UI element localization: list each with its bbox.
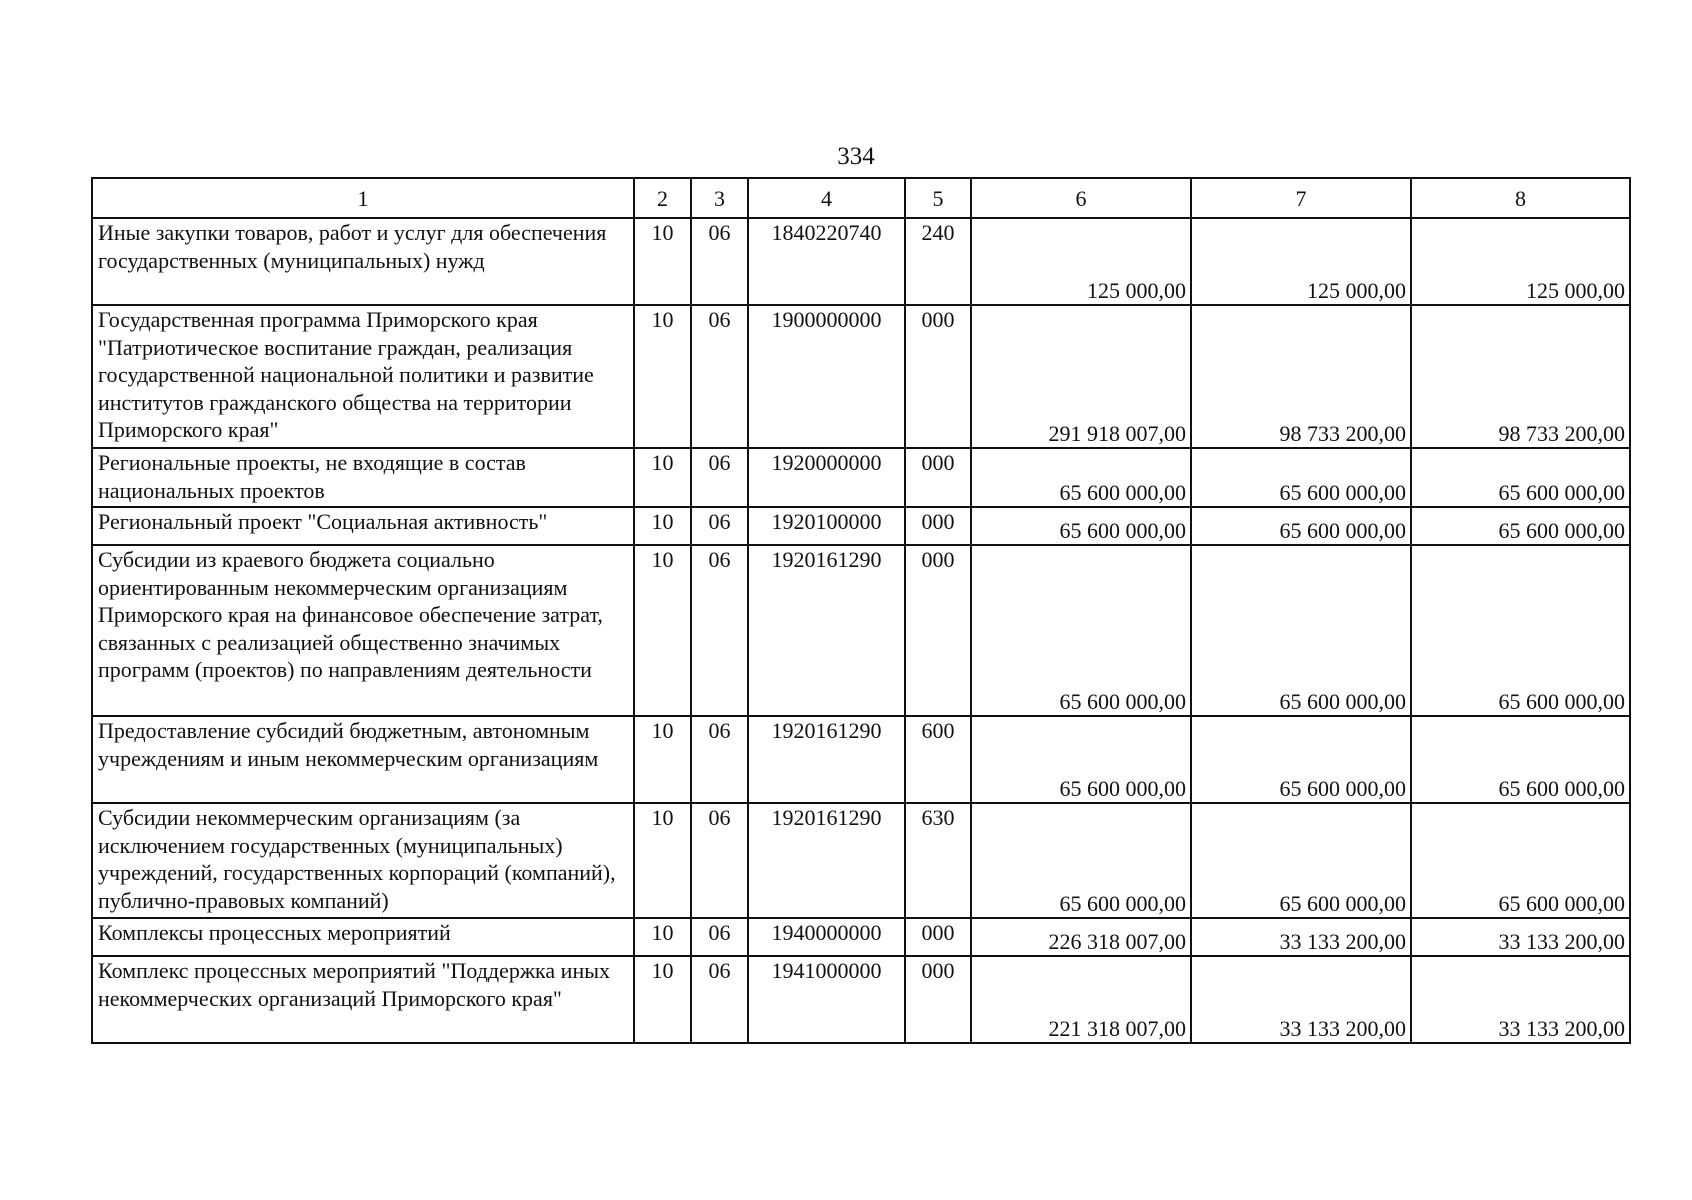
row-section: 10 — [634, 956, 691, 1043]
row-amount-col8: 125 000,00 — [1411, 218, 1630, 305]
column-header: 1 — [92, 178, 634, 218]
row-expense-type: 000 — [905, 507, 971, 545]
row-target-code: 1920161290 — [748, 803, 905, 918]
table-header-row — [92, 178, 1630, 218]
column-header: 6 — [971, 178, 1191, 218]
row-name: Государственная программа Приморского края "Патриотическое воспитание граждан, реализация государственной национальной политики и развитие институтов гражданского общества на территории Приморского края" — [92, 305, 634, 448]
row-amount-col6: 221 318 007,00 — [971, 956, 1191, 1043]
row-target-code: 1920100000 — [748, 507, 905, 545]
row-amount-col7: 65 600 000,00 — [1191, 716, 1411, 803]
table-row — [92, 218, 1630, 305]
row-subsection: 06 — [691, 716, 748, 803]
row-target-code: 1941000000 — [748, 956, 905, 1043]
row-expense-type: 630 — [905, 803, 971, 918]
row-section: 10 — [634, 803, 691, 918]
row-amount-col6: 65 600 000,00 — [971, 803, 1191, 918]
row-expense-type: 000 — [905, 918, 971, 956]
row-amount-col8: 65 600 000,00 — [1411, 545, 1630, 716]
row-target-code: 1840220740 — [748, 218, 905, 305]
row-subsection: 06 — [691, 448, 748, 507]
table-row — [92, 803, 1630, 918]
table-row — [92, 918, 1630, 956]
column-header: 2 — [634, 178, 691, 218]
row-section: 10 — [634, 918, 691, 956]
row-section: 10 — [634, 716, 691, 803]
row-amount-col8: 65 600 000,00 — [1411, 507, 1630, 545]
row-amount-col8: 65 600 000,00 — [1411, 716, 1630, 803]
row-subsection: 06 — [691, 305, 748, 448]
column-header: 5 — [905, 178, 971, 218]
row-name: Региональные проекты, не входящие в состав национальных проектов — [92, 448, 634, 507]
table-row — [92, 305, 1630, 448]
budget-table — [91, 177, 1631, 1044]
row-amount-col6: 65 600 000,00 — [971, 716, 1191, 803]
row-amount-col6: 226 318 007,00 — [971, 918, 1191, 956]
row-name: Иные закупки товаров, работ и услуг для обеспечения государственных (муниципальных) нужд — [92, 218, 634, 305]
row-subsection: 06 — [691, 803, 748, 918]
row-name: Региональный проект "Социальная активность" — [92, 507, 634, 545]
row-name: Комплексы процессных мероприятий — [92, 918, 634, 956]
row-target-code: 1920161290 — [748, 716, 905, 803]
row-target-code: 1900000000 — [748, 305, 905, 448]
row-section: 10 — [634, 545, 691, 716]
row-amount-col7: 98 733 200,00 — [1191, 305, 1411, 448]
row-target-code: 1940000000 — [748, 918, 905, 956]
row-amount-col6: 291 918 007,00 — [971, 305, 1191, 448]
row-section: 10 — [634, 305, 691, 448]
row-subsection: 06 — [691, 956, 748, 1043]
row-amount-col7: 65 600 000,00 — [1191, 507, 1411, 545]
row-subsection: 06 — [691, 218, 748, 305]
page-number: 334 — [837, 143, 875, 170]
row-expense-type: 240 — [905, 218, 971, 305]
table-row — [92, 956, 1630, 1043]
row-amount-col8: 65 600 000,00 — [1411, 448, 1630, 507]
column-header: 4 — [748, 178, 905, 218]
row-amount-col8: 33 133 200,00 — [1411, 918, 1630, 956]
row-amount-col7: 33 133 200,00 — [1191, 956, 1411, 1043]
row-subsection: 06 — [691, 918, 748, 956]
row-section: 10 — [634, 448, 691, 507]
row-name: Субсидии из краевого бюджета социально ориентированным некоммерческим организациям Приморского края на финансовое обеспечение затрат, связанных с реализацией общественно значимых программ (проектов) по направлениям деятельности — [92, 545, 634, 716]
row-name: Предоставление субсидий бюджетным, автономным учреждениям и иным некоммерческим организациям — [92, 716, 634, 803]
table-row — [92, 545, 1630, 716]
row-amount-col7: 65 600 000,00 — [1191, 545, 1411, 716]
row-amount-col8: 98 733 200,00 — [1411, 305, 1630, 448]
row-amount-col6: 125 000,00 — [971, 218, 1191, 305]
row-subsection: 06 — [691, 545, 748, 716]
row-target-code: 1920000000 — [748, 448, 905, 507]
column-header: 3 — [691, 178, 748, 218]
row-amount-col8: 33 133 200,00 — [1411, 956, 1630, 1043]
row-amount-col7: 65 600 000,00 — [1191, 448, 1411, 507]
row-expense-type: 000 — [905, 448, 971, 507]
column-header: 7 — [1191, 178, 1411, 218]
row-amount-col6: 65 600 000,00 — [971, 448, 1191, 507]
row-expense-type: 000 — [905, 545, 971, 716]
row-amount-col7: 65 600 000,00 — [1191, 803, 1411, 918]
row-name: Комплекс процессных мероприятий "Поддержка иных некоммерческих организаций Приморского края" — [92, 956, 634, 1043]
row-amount-col6: 65 600 000,00 — [971, 507, 1191, 545]
row-amount-col7: 33 133 200,00 — [1191, 918, 1411, 956]
row-amount-col6: 65 600 000,00 — [971, 545, 1191, 716]
table-row — [92, 507, 1630, 545]
row-subsection: 06 — [691, 507, 748, 545]
row-expense-type: 000 — [905, 956, 971, 1043]
row-amount-col8: 65 600 000,00 — [1411, 803, 1630, 918]
row-expense-type: 000 — [905, 305, 971, 448]
column-header: 8 — [1411, 178, 1630, 218]
row-expense-type: 600 — [905, 716, 971, 803]
row-section: 10 — [634, 218, 691, 305]
table-row — [92, 716, 1630, 803]
row-amount-col7: 125 000,00 — [1191, 218, 1411, 305]
row-section: 10 — [634, 507, 691, 545]
row-target-code: 1920161290 — [748, 545, 905, 716]
row-name: Субсидии некоммерческим организациям (за исключением государственных (муниципальных) учреждений, государственных корпораций (компаний), публично-правовых компаний) — [92, 803, 634, 918]
table-row — [92, 448, 1630, 507]
